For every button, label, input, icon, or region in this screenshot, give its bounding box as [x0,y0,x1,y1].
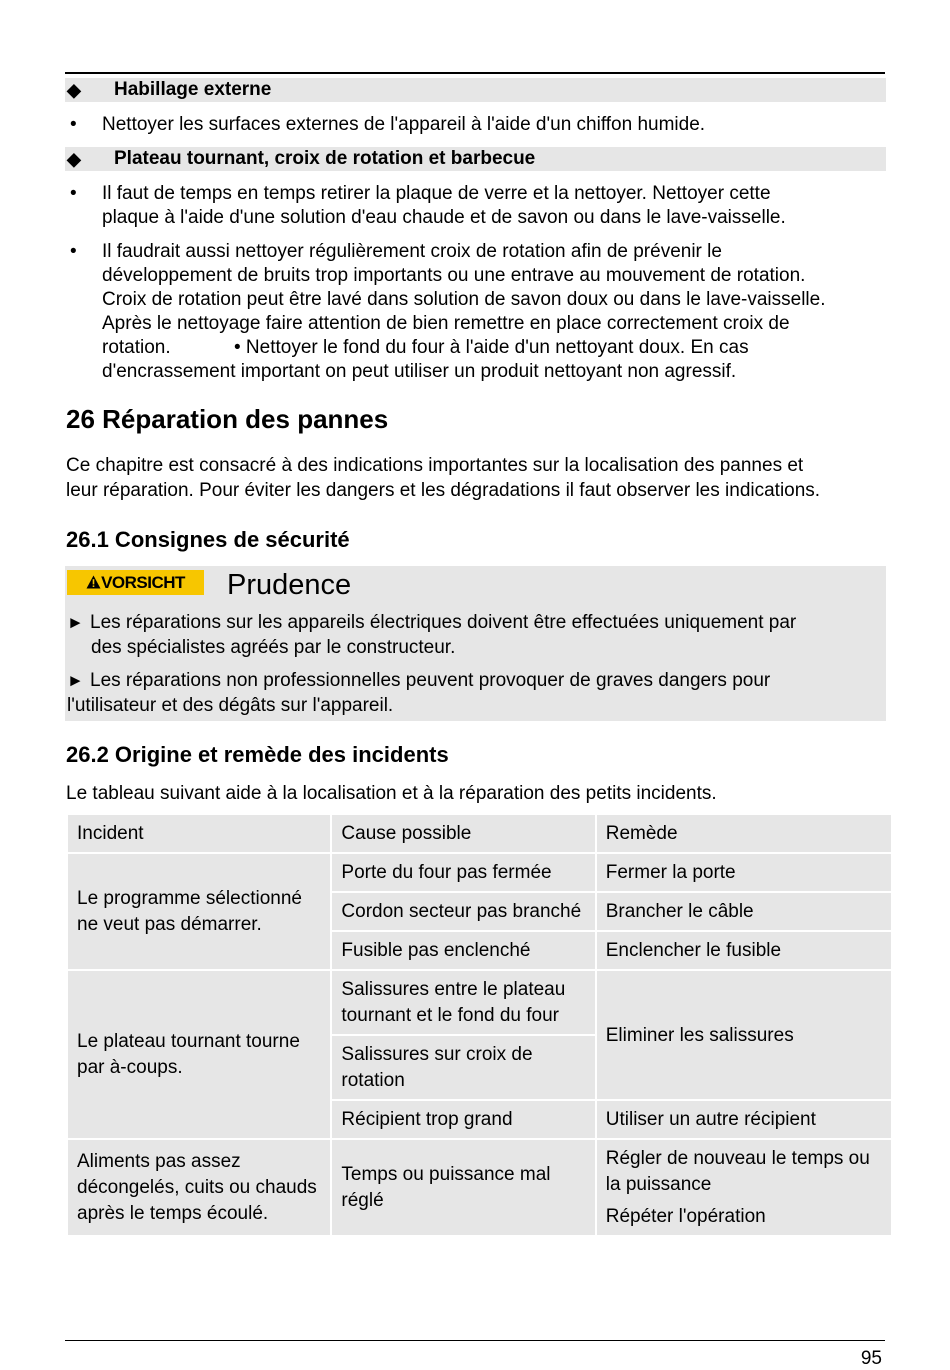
warning-item-line: Les réparations sur les appareils électriques doivent être effectuées uniquement par [90,612,797,633]
remedy-cell: Fermer la porte [596,853,892,892]
warning-item-line: des spécialistes agréés par le constructeur. [91,637,456,658]
cause-cell: Salissures entre le plateau tournant et le fond du four [331,970,595,1035]
list-item-line: Croix de rotation peut être lavé dans solution de savon doux ou dans le lave-vaisselle. [102,289,826,310]
remedy-cell: Brancher le câble [596,892,892,931]
section-title: 26 Réparation des pannes [66,404,389,434]
subheading-external [65,78,886,102]
cause-cell: Cordon secteur pas branché [331,892,595,931]
diamond-bullet-icon: ◆ [67,149,81,169]
round-bullet-icon: • [70,114,77,135]
cause-cell: Porte du four pas fermée [331,853,595,892]
list-item-line: d'encrassement important on peut utiliser un produit nettoyant non agressif. [102,361,737,382]
cause-cell: Fusible pas enclenché [331,931,595,970]
list-item-line: Il faut de temps en temps retirer la plaque de verre et la nettoyer. Nettoyer cette [102,183,771,204]
warning-badge [67,570,204,595]
remedy-text: Répéter l'opération [605,1206,766,1227]
section-intro-line: leur réparation. Pour éviter les dangers et les dégradations il faut observer les indications. [66,480,821,501]
table-header-row [67,814,892,853]
page-number: 95 [860,1348,882,1369]
troubleshooting-intro: Le tableau suivant aide à la localisation et à la réparation des petits incidents. [66,783,717,804]
warning-box [65,566,886,721]
table-header-cell: Incident [67,814,331,853]
remedy-cell: Eliminer les salissures [596,970,892,1100]
round-bullet-icon: • [70,241,77,262]
warning-triangle-icon [86,575,101,589]
incident-cell: Aliments pas assez décongelés, cuits ou chauds après le temps écoulé. [67,1139,331,1236]
subheading-turntable [65,147,886,171]
table-header-cell: Remède [596,814,892,853]
right-arrow-icon: ► [67,671,84,690]
list-item-line: rotation. • Nettoyer le fond du four à l'aide d'un nettoyant doux. En cas [102,337,749,358]
table-header-cell: Cause possible [331,814,595,853]
list-item-line: Après le nettoyage faire attention de bien remettre en place correctement croix de [102,313,790,334]
remedy-cell: Enclencher le fusible [596,931,892,970]
incident-cell: Le programme sélectionné ne veut pas démarrer. [67,853,331,970]
incident-cell: Le plateau tournant tourne par à-coups. [67,970,331,1139]
remedy-cell [596,1139,892,1236]
warning-item [67,669,882,718]
cause-cell: Temps ou puissance mal réglé [331,1139,595,1236]
list-item [65,240,885,384]
round-bullet-icon: • [70,183,77,204]
list-item [65,113,885,137]
section-intro [66,454,886,503]
cause-cell: Salissures sur croix de rotation [331,1035,595,1100]
warning-item-line: Les réparations non professionnelles peuvent provoquer de graves dangers pour [90,670,771,691]
troubleshooting-title: 26.2 Origine et remède des incidents [66,742,449,767]
incident-table [66,813,893,1237]
top-rule [65,72,885,74]
subheading-turntable-text: Plateau tournant, croix de rotation et barbecue [114,148,536,169]
diamond-bullet-icon: ◆ [67,80,81,100]
subheading-external-text: Habillage externe [114,79,272,100]
list-item-line: Il faudrait aussi nettoyer régulièrement croix de rotation afin de prévenir le [102,241,722,262]
cause-cell: Récipient trop grand [331,1100,595,1139]
section-intro-line: Ce chapitre est consacré à des indications importantes sur la localisation des pannes et [66,455,804,476]
table-row [67,853,892,892]
safety-title: 26.1 Consignes de sécurité [66,527,350,552]
right-arrow-icon: ► [67,613,84,632]
list-item [65,182,885,230]
list-item-line: développement de bruits trop importants ou une entrave au mouvement de rotation. [102,265,806,286]
remedy-text: Régler de nouveau le temps ou la puissance [605,1148,870,1195]
table-row [67,1139,892,1236]
remedy-cell: Utiliser un autre récipient [596,1100,892,1139]
warning-badge-text: VORSICHT [101,573,185,592]
warning-item [67,611,882,660]
table-row [67,970,892,1035]
warning-title: Prudence [227,569,352,601]
list-item-text: Nettoyer les surfaces externes de l'appareil à l'aide d'un chiffon humide. [102,114,706,135]
list-item-line: plaque à l'aide d'une solution d'eau chaude et de savon ou dans le lave-vaisselle. [102,207,786,228]
warning-item-line: l'utilisateur et des dégâts sur l'appareil. [67,695,394,716]
bottom-rule [65,1340,885,1341]
